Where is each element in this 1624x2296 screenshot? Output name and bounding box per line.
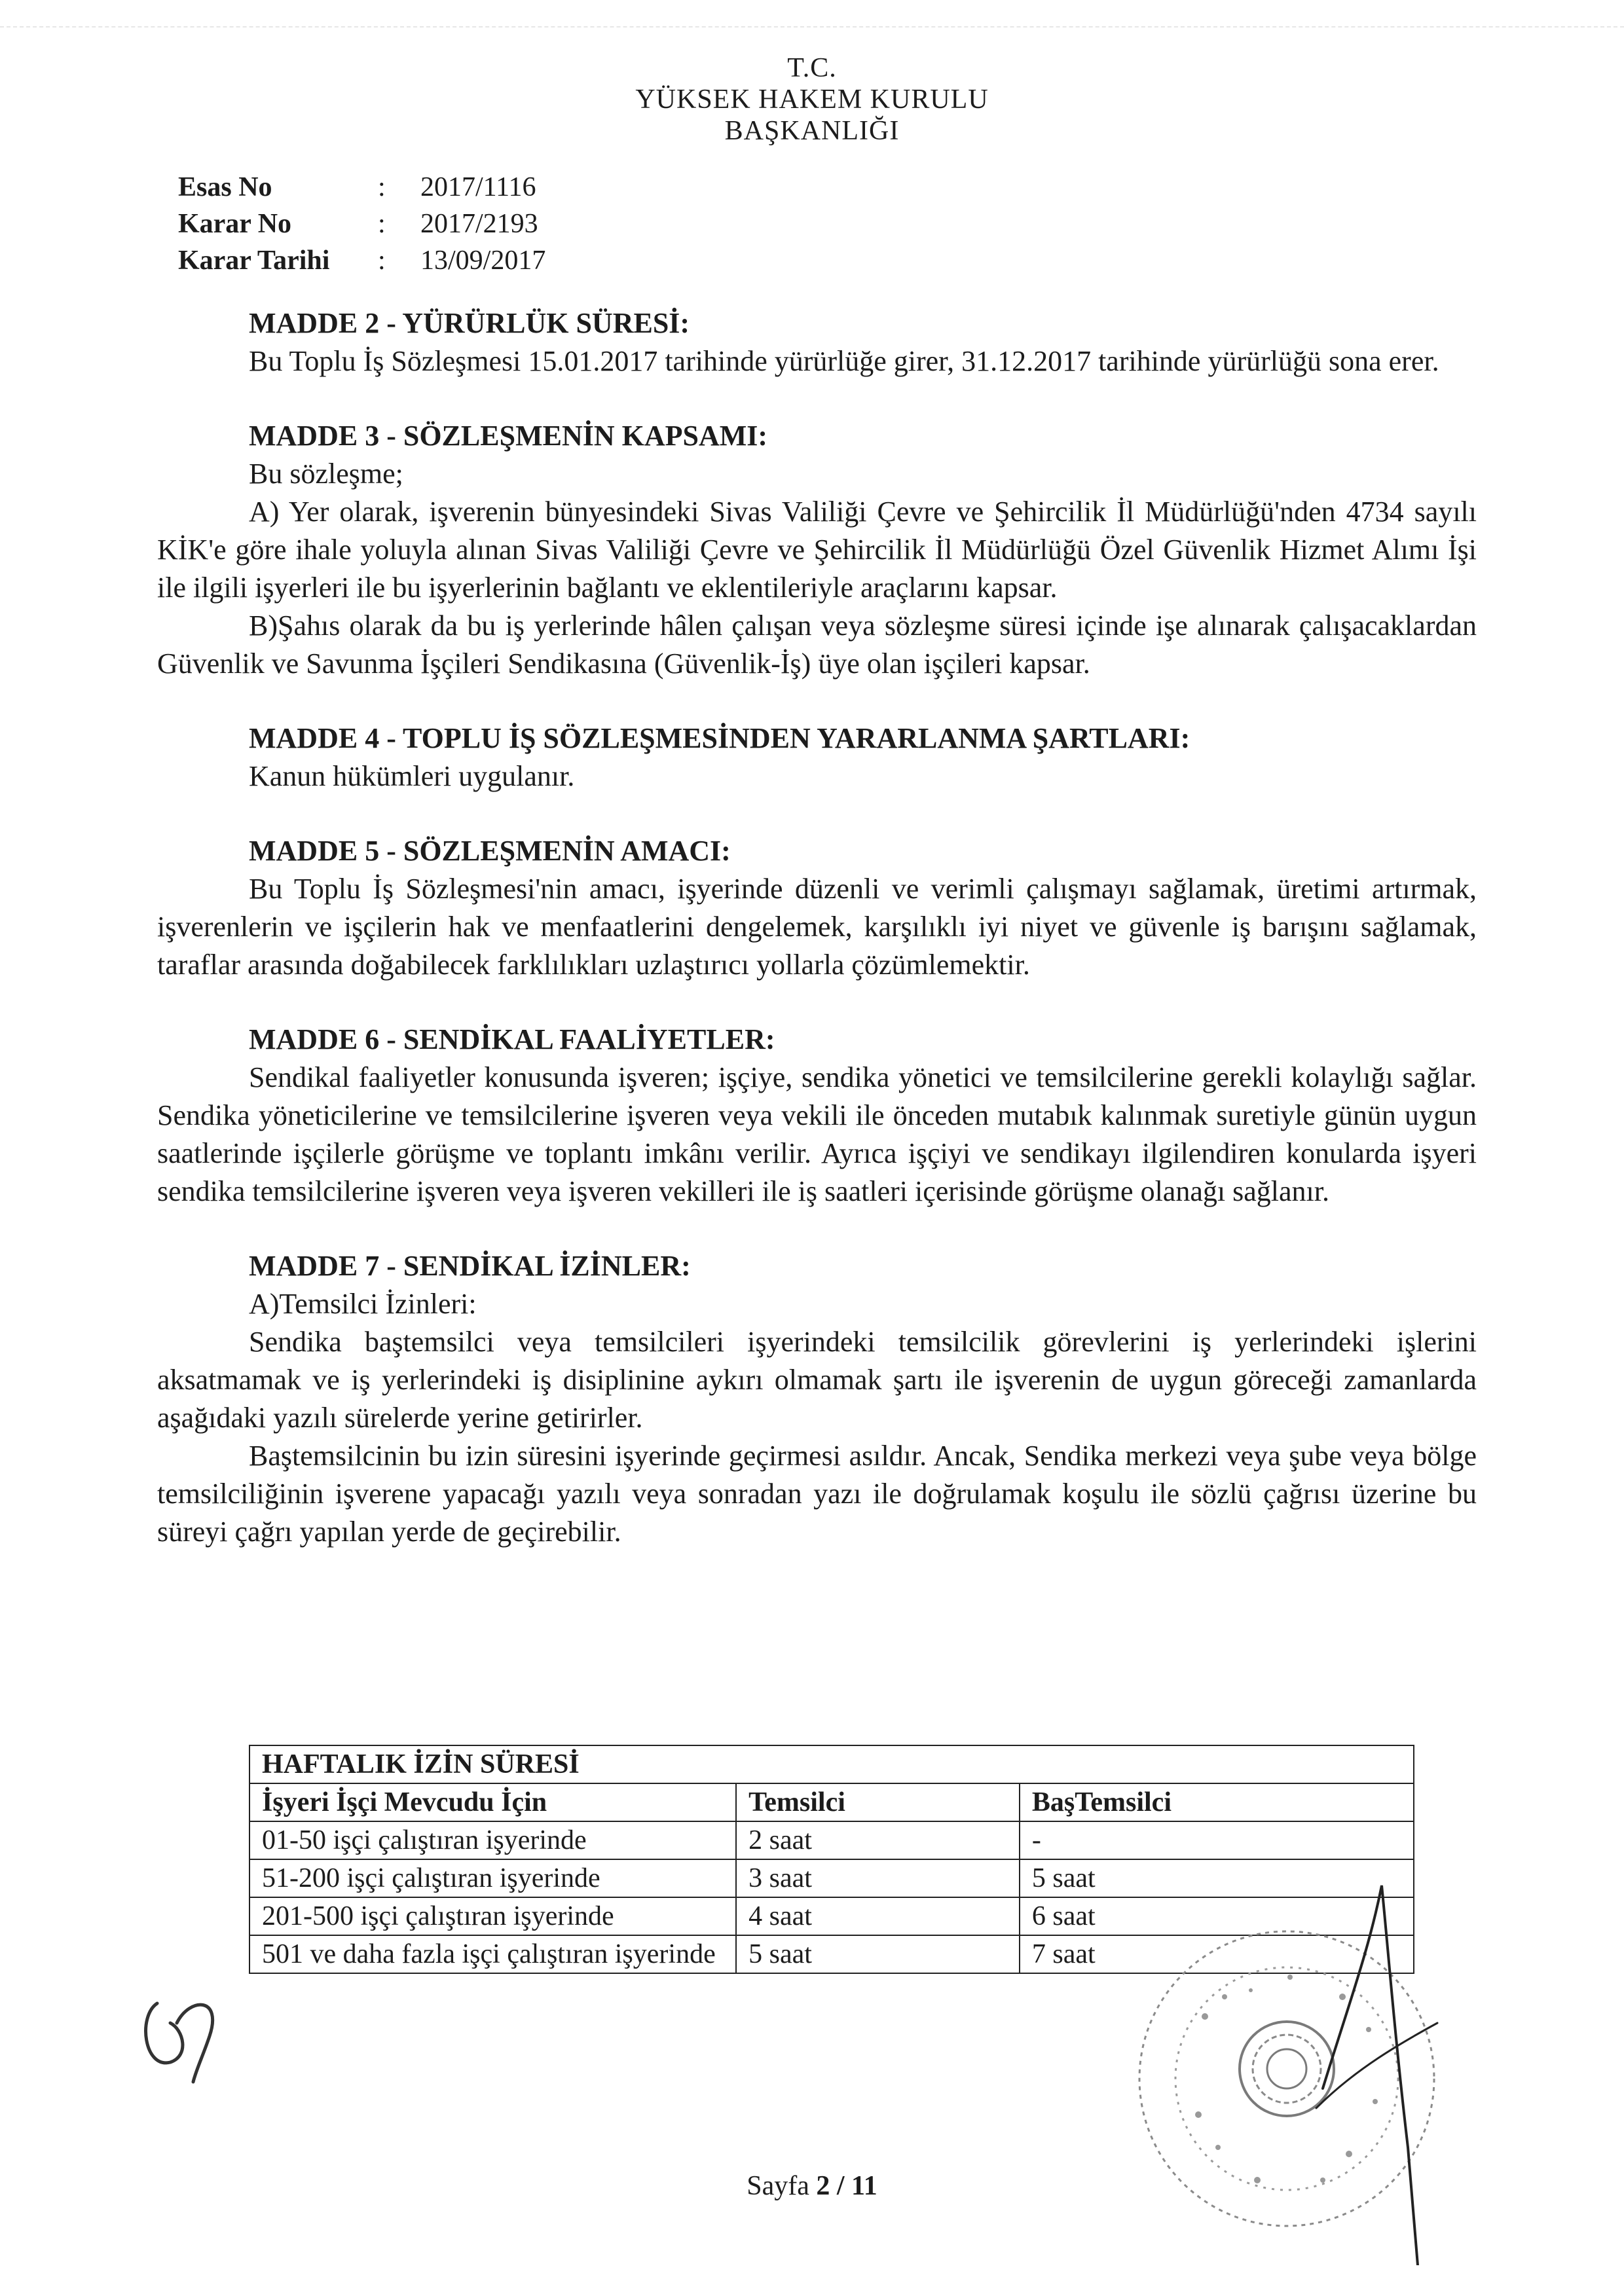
document-body xyxy=(157,304,1477,1551)
madde-7-text-2: Baştemsilcinin bu izin süresini işyerinde geçirmesi asıldır. Ancak, Sendika merkezi veya şube veya bölge temsilciliğinin işverene yapacağı yazılı veya sonradan yazı ile doğrulamak koşulu ile sözlü çağrısı üzerine bu süreyi çağrı yapılan yerde de geçirebilir. xyxy=(157,1440,1477,1548)
madde-7-text-1: Sendika baştemsilci veya temsilcileri işyerindeki temsilcilik görevlerini iş yerlerindeki işlerini aksatmamak ve iş yerlerindeki iş disiplinine aykırı olmamak şartı ile işverenin de uygun göreceği zamanlarda aşağıdaki yazılı sürelerde yerine getirirler. xyxy=(157,1326,1477,1434)
table-cell: 7 saat xyxy=(1020,1935,1414,1973)
meta-colon: : xyxy=(378,246,386,276)
header-tc: T.C. xyxy=(787,53,837,83)
esas-value: 2017/1116 xyxy=(420,172,536,202)
meta-colon: : xyxy=(378,209,386,239)
madde-3-item-a: A) Yer olarak, işverenin bünyesindeki Sivas Valiliği Çevre ve Şehircilik İl Müdürlüğü'nden 4734 sayılı KİK'e göre ihale yoluyla alınan Sivas Valiliği Çevre ve Şehircilik İl Müdürlüğü Özel Güvenlik Hizmet Alımı İşi ile ilgili işyerleri ile bu işyerlerinin bağlantı ve eklentileriyle araçlarını kapsar. xyxy=(157,496,1477,604)
madde-5-heading: MADDE 5 - SÖZLEŞMENİN AMACI: xyxy=(249,835,731,867)
tarih-value: 13/09/2017 xyxy=(420,246,546,276)
madde-3-item-b: B)Şahıs olarak da bu iş yerlerinde hâlen çalışan veya sözleşme süresi içinde işe alınarak çalışacaklardan Güvenlik ve Savunma İşçileri Sendikasına (Güvenlik-İş) üye olan işçileri kapsar. xyxy=(157,610,1477,680)
document-header xyxy=(0,52,1624,147)
header-chief-representative: BaşTemsilci xyxy=(1020,1783,1414,1821)
madde-2-heading: MADDE 2 - YÜRÜRLÜK SÜRESİ: xyxy=(249,307,690,339)
madde-5-text: Bu Toplu İş Sözleşmesi'nin amacı, işyerinde düzenli ve verimli çalışmayı sağlamak, üretimi artırmak, işverenlerin ve işçilerin hak ve menfaatlerini dengelemek, karşılıklı iyi niyet ve güvenle iş barışını sağlamak, taraflar arasında doğabilecek farklılıkları uzlaştırıcı yollarla çözümlemektir. xyxy=(157,873,1477,981)
signature xyxy=(1297,1872,1454,2265)
table-cell: 4 saat xyxy=(736,1897,1020,1935)
table-cell: 5 saat xyxy=(736,1935,1020,1973)
table-cell: - xyxy=(1020,1821,1414,1859)
madde-3-intro: Bu sözleşme; xyxy=(249,458,403,490)
page-footer xyxy=(0,2170,1624,2202)
madde-7-heading: MADDE 7 - SENDİKAL İZİNLER: xyxy=(249,1250,691,1282)
table-cell: 5 saat xyxy=(1020,1859,1414,1897)
table-title-row xyxy=(249,1745,1414,1783)
page-number: 2 / 11 xyxy=(816,2171,877,2201)
table-cell: 6 saat xyxy=(1020,1897,1414,1935)
karar-label: Karar No xyxy=(178,209,292,239)
madde-6-heading: MADDE 6 - SENDİKAL FAALİYETLER: xyxy=(249,1023,775,1055)
madde-7-subheading: A)Temsilci İzinleri: xyxy=(249,1288,477,1320)
header-dept: BAŞKANLIĞI xyxy=(724,116,900,146)
madde-3-heading: MADDE 3 - SÖZLEŞMENİN KAPSAMI: xyxy=(249,420,768,452)
madde-4-heading: MADDE 4 - TOPLU İŞ SÖZLEŞMESİNDEN YARARLANMA ŞARTLARI: xyxy=(249,722,1190,754)
table-header-row xyxy=(249,1783,1414,1821)
madde-2-text: Bu Toplu İş Sözleşmesi 15.01.2017 tarihinde yürürlüğe girer, 31.12.2017 tarihinde yürürlüğü sona erer. xyxy=(249,345,1439,377)
karar-value: 2017/2193 xyxy=(420,209,538,239)
table-title: HAFTALIK İZİN SÜRESİ xyxy=(249,1745,1414,1783)
table-row xyxy=(249,1821,1414,1859)
header-workforce: İşyeri İşçi Mevcudu İçin xyxy=(249,1783,736,1821)
table-cell: 01-50 işçi çalıştıran işyerinde xyxy=(249,1821,736,1859)
page-label: Sayfa xyxy=(747,2171,817,2201)
esas-label: Esas No xyxy=(178,172,272,202)
meta-colon: : xyxy=(378,172,386,202)
table-cell: 201-500 işçi çalıştıran işyerinde xyxy=(249,1897,736,1935)
scan-edge-line xyxy=(0,26,1624,27)
tarih-label: Karar Tarihi xyxy=(178,246,330,276)
header-representative: Temsilci xyxy=(736,1783,1020,1821)
table-cell: 3 saat xyxy=(736,1859,1020,1897)
madde-4-text: Kanun hükümleri uygulanır. xyxy=(249,760,575,792)
table-cell: 51-200 işçi çalıştıran işyerinde xyxy=(249,1859,736,1897)
table-row xyxy=(249,1859,1414,1897)
handwritten-initial xyxy=(131,1958,249,2088)
header-org: YÜKSEK HAKEM KURULU xyxy=(635,84,989,115)
madde-6-text: Sendikal faaliyetler konusunda işveren; işçiye, sendika yönetici ve temsilcilerine gerekli kolaylığı sağlar. Sendika yöneticilerine ve temsilcilerine işveren veya vekili ile önceden mutabık kalınmak suretiyle günün uygun saatlerinde işçilerle görüşme ve toplantı imkânı verilir. Ayrıca işçiyi ve sendikayı ilgilendiren konularda işyeri sendika temsilcilerine işveren veya işveren vekilleri ile iş saatleri içerisinde görüşme olanağı sağlanır. xyxy=(157,1061,1477,1207)
table-cell: 2 saat xyxy=(736,1821,1020,1859)
table-cell: 501 ve daha fazla işçi çalıştıran işyerinde xyxy=(249,1935,736,1973)
